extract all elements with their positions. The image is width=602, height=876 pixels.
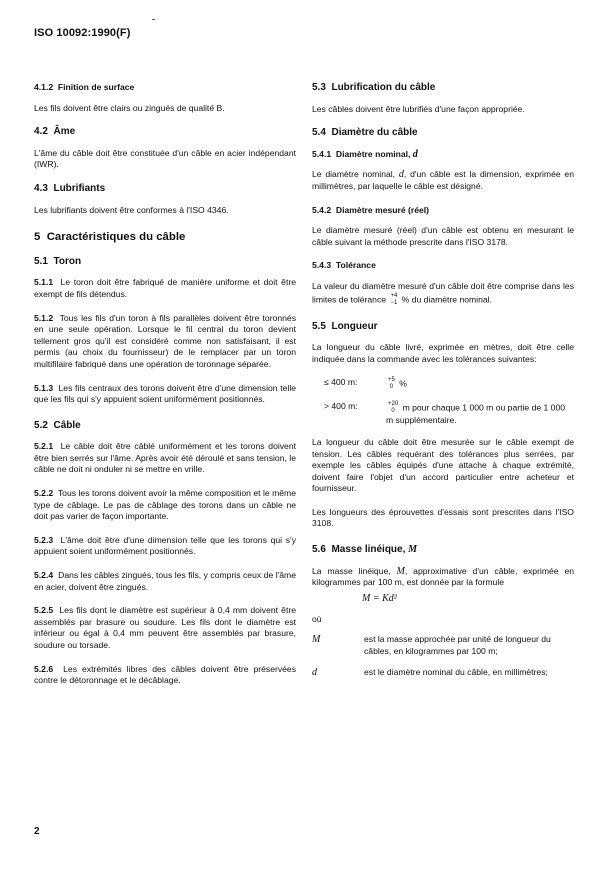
para-4-3: Les lubrifiants doivent être conformes à l'ISO 4346.	[34, 204, 229, 215]
para-5-1-2: 5.1.2 Tous les fils d'un toron à fils parallèles doivent être toronnés en une seule opération. Lorsque le fil central du toron devient tellement gros qu'il est considéré comme non satisfaisant, il est permis (au choix du fournisseur) de le remplacer par un toron multifilaire fabriqué dans une opération de toronnage séparée.	[34, 312, 296, 369]
where-label: où	[312, 614, 322, 625]
heading-5-1: 5.1 Toron	[34, 255, 82, 267]
para-5-2-1: 5.2.1 Le câble doit être câblé uniformément et les torons doivent être bien serrés sur l'âme. Après avoir été déroulé et sans tension, le câble ne doit ni onduler ni se mettre en vrille.	[34, 441, 297, 475]
para-5-4-3: La valeur du diamètre mesuré d'un câble doit être comprise dans les limites de tolérance +4 −1 % du diamètre nominal.	[312, 280, 574, 306]
header-mark	[152, 19, 155, 20]
left-column	[34, 82, 296, 699]
mass-formula: M = Kd²	[362, 592, 397, 604]
para-5-5-body: La longueur du câble doit être mesurée sur le câble exempt de tension. Les câbles requérant des tolérances plus serrées, par exemple les câbles équipés d'une attache à chaque extrémité, doivent faire l'objet d'un accord particulier entre acheteur et fournisseur.	[312, 436, 574, 494]
para-5-4-1: Le diamètre nominal, d, d'un câble est la dimension, exprimée en millimètres, par laquelle le câble est désigné.	[312, 169, 574, 191]
heading-5-2: 5.2 Câble	[34, 419, 81, 431]
heading-5-4-3: 5.4.3 Tolérance	[312, 260, 376, 271]
tolerance-row-2: > 400 m: +20 0 m pour chaque 1 000 m ou partie de 1 000 m supplémentaire.	[324, 401, 566, 426]
heading-5-6: 5.6 Masse linéique, M	[312, 544, 418, 556]
tolerance-fraction: +4 −1	[390, 292, 398, 306]
para-5-2-5: 5.2.5 Les fils dont le diamètre est supérieur à 0,4 mm doivent être assemblés par brasure ou soudure. Les fils dont le diamètre est inférieur ou égal à 0,4 mm peuvent être assemblés par brasure, soudure ou torsade.	[34, 605, 296, 650]
right-column	[312, 82, 574, 689]
heading-5-4-2: 5.4.2 Diamètre mesuré (réel)	[312, 204, 430, 215]
standard-header: ISO 10092:1990(F)	[34, 27, 131, 39]
heading-5: 5 Caractéristiques du câble	[34, 231, 186, 244]
para-5-5-intro: La longueur du câble livré, exprimée en mètres, doit être celle indiquée dans la commande avec les tolérances suivantes:	[312, 342, 574, 364]
tolerance-row-1: ≤ 400 m: +5 0 %	[324, 377, 407, 391]
page-number: 2	[34, 826, 40, 837]
heading-4-2: 4.2 Âme	[34, 126, 76, 138]
para-5-2-3: 5.2.3 L'âme doit être d'une dimension telle que les torons qui s'y appuient soient uniformément positionnés.	[34, 534, 296, 557]
heading-5-4: 5.4 Diamètre du câble	[312, 127, 418, 139]
heading-5-5: 5.5 Longueur	[312, 320, 378, 332]
para-5-2-6: 5.2.6 Les extrémités libres des câbles doivent être préservées contre le détoronnage et le décâblage.	[34, 663, 296, 686]
heading-5-4-1: 5.4.1 Diamètre nominal, d	[312, 148, 418, 160]
para-5-6: La masse linéique, M, approximative d'un câble, exprimée en kilogrammes par 100 m, est donnée par la formule	[312, 565, 574, 588]
para-5-1-1: 5.1.1 Le toron doit être fabriqué de manière uniforme et doit être exempt de fils détendus.	[34, 277, 296, 299]
para-4-2: L'âme du câble doit être constituée d'un câble en acier indépendant (IWR).	[34, 147, 296, 170]
para-4-1-2: Les fils doivent être clairs ou zingués de qualité B.	[34, 102, 225, 113]
definition-M: M est la masse approchée par unité de longueur du câbles, en kilogrammes par 100 m;	[312, 634, 551, 656]
para-5-4-2: Le diamètre mesuré (réel) d'un câble est obtenu en mesurant le câble suivant la méthode prescrite dans l'ISO 3178.	[312, 225, 574, 247]
heading-5-3: 5.3 Lubrification du câble	[312, 82, 436, 93]
para-5-3: Les câbles doivent être lubrifiés d'une façon appropriée.	[312, 103, 525, 114]
para-5-2-2: 5.2.2 Tous les torons doivent avoir la même composition et le même type de câblage. Le pas de câblage des torons dans un câble ne doit pas varier de façon importante.	[34, 488, 296, 522]
para-5-5-tail: Les longueurs des éprouvettes d'essais sont prescrites dans l'ISO 3108.	[312, 506, 574, 529]
para-5-1-3: 5.1.3 Les fils centraux des torons doivent être d'une dimension telle que les fils qui s'y appuient soient uniformément positionnés.	[34, 382, 297, 405]
heading-4-1-2: 4.1.2 Finition de surface	[34, 82, 135, 92]
definition-d: d est le diamètre nominal du câble, en millimètres;	[312, 667, 548, 679]
heading-4-3: 4.3 Lubrifiants	[34, 182, 106, 194]
para-5-2-4: 5.2.4 Dans les câbles zingués, tous les fils, y compris ceux de l'âme en acier, doivent être zingués.	[34, 570, 296, 592]
